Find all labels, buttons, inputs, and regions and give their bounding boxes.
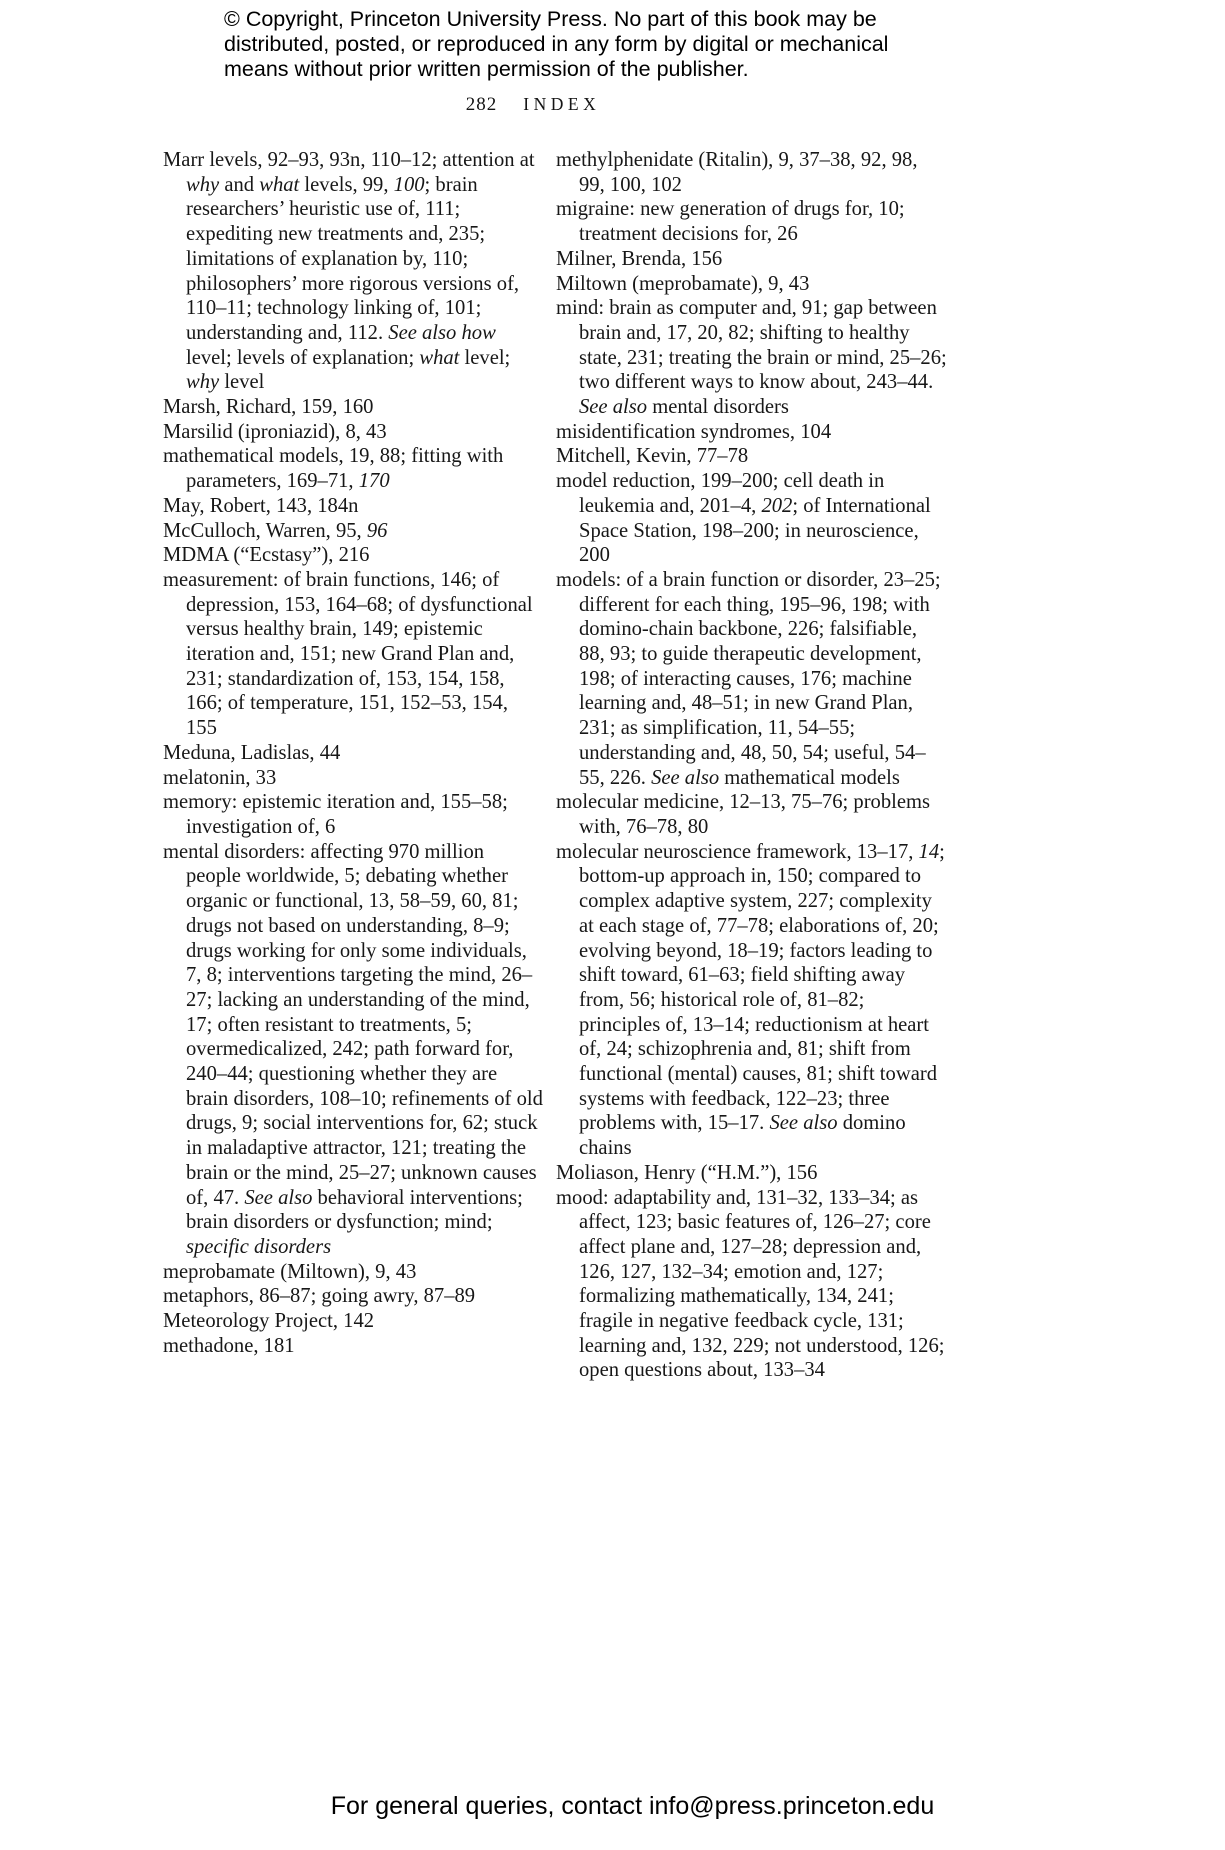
index-entry: Milner, Brenda, 156 — [556, 247, 723, 270]
index-entry: mathematical models, 19, 88; fitting with parameters, 169–71, 170 — [163, 445, 504, 493]
index-entry: mind: brain as computer and, 91; gap between brain and, 17, 20, 82; shifting to healthy state, 231; treating the brain or mind, 25–26; two different ways to know about, 243–44. See also mental disorders — [556, 297, 947, 419]
index-entry: molecular neuroscience framework, 13–17, 14; bottom-up approach in, 150; compared to complex adaptive system, 227; complexity at each stage of, 77–78; elaborations of, 20; evolving beyond, 18–19; factors leading to shift toward, 61–63; field shifting away from, 56; historical role of, 81–82; principles of, 13–14; reductionism at heart of, 24; schizophrenia and, 81; shift from functional (mental) causes, 81; shift toward systems with feedback, 122–23; three problems with, 15–17. See also domino chains — [556, 840, 945, 1160]
index-entry: Mitchell, Kevin, 77–78 — [556, 445, 749, 468]
index-entry: metaphors, 86–87; going awry, 87–89 — [163, 1285, 476, 1308]
index-entry: Moliason, Henry (“H.M.”), 156 — [556, 1161, 818, 1184]
index-entry: melatonin, 33 — [163, 766, 277, 789]
index-entry: Marsh, Richard, 159, 160 — [163, 396, 374, 419]
copyright-line: distributed, posted, or reproduced in any form by digital or mechanical — [224, 32, 889, 56]
index-entry: Meduna, Ladislas, 44 — [163, 741, 341, 764]
index-entry: memory: epistemic iteration and, 155–58; investigation of, 6 — [163, 791, 508, 838]
index-entry: May, Robert, 143, 184n — [163, 494, 359, 517]
copyright-notice — [224, 7, 888, 82]
index-entry: molecular medicine, 12–13, 75–76; problems with, 76–78, 80 — [556, 791, 931, 838]
index-entry: Marr levels, 92–93, 93n, 110–12; attention at why and what levels, 99, 100; brain researchers’ heuristic use of, 111; expediting new treatments and, 235; limitations of explanation by, 110; philosophers’ more rigorous versions of, 110–11; technology linking of, 101; understanding and, 112. See also how level; levels of explanation; what level; why level — [163, 149, 535, 394]
footer-contact: For general queries, contact info@press.princeton.edu — [330, 1792, 935, 1820]
copyright-line: © Copyright, Princeton University Press. No part of this book may be — [224, 7, 877, 31]
index-entry: MDMA (“Ecstasy”), 216 — [163, 544, 370, 567]
index-entry: methylphenidate (Ritalin), 9, 37–38, 92, 98, 99, 100, 102 — [556, 149, 918, 196]
page-number: 282 — [465, 94, 498, 115]
section-title: INDEX — [523, 94, 601, 114]
index-entry: methadone, 181 — [163, 1334, 295, 1357]
index-entry: Miltown (meprobamate), 9, 43 — [556, 272, 810, 295]
index-entry: measurement: of brain functions, 146; of depression, 153, 164–68; of dysfunctional versus healthy brain, 149; epistemic iteration and, 151; new Grand Plan and, 231; standardization of, 153, 154, 158, 166; of temperature, 151, 152–53, 154, 155 — [163, 568, 533, 740]
index-column-left — [163, 148, 544, 1383]
index-entry: meprobamate (Miltown), 9, 43 — [163, 1260, 417, 1283]
index-entry: misidentification syndromes, 104 — [556, 420, 832, 443]
index-entry: Marsilid (iproniazid), 8, 43 — [163, 420, 387, 443]
index-entry: McCulloch, Warren, 95, 96 — [163, 519, 388, 542]
index-entry: mood: adaptability and, 131–32, 133–34; as affect, 123; basic features of, 126–27; core affect plane and, 127–28; depression and, 126, 127, 132–34; emotion and, 127; formalizing mathematically, 134, 241; fragile in negative feedback cycle, 131; learning and, 132, 229; not understood, 126; open questions about, 133–34 — [556, 1186, 945, 1382]
running-head — [163, 94, 903, 116]
index-columns — [163, 148, 947, 1383]
copyright-line: means without prior written permission of the publisher. — [224, 57, 749, 81]
index-entry: mental disorders: affecting 970 million people worldwide, 5; debating whether organic or functional, 13, 58–59, 60, 81; drugs not based on understanding, 8–9; drugs working for only some individuals, 7, 8; interventions targeting the mind, 26–27; lacking an understanding of the mind, 17; often resistant to treatments, 5; overmedicalized, 242; path forward for, 240–44; questioning whether they are brain disorders, 108–10; refinements of old drugs, 9; social interventions for, 62; stuck in maladaptive attractor, 121; treating the brain or the mind, 25–27; unknown causes of, 47. See also behavioral interventions; brain disorders or dysfunction; mind; specific disorders — [163, 840, 543, 1258]
index-entry: models: of a brain function or disorder, 23–25; different for each thing, 195–96, 198; with domino-chain backbone, 226; falsifiable, 88, 93; to guide therapeutic development, 198; of interacting causes, 176; machine learning and, 48–51; in new Grand Plan, 231; as simplification, 11, 54–55; understanding and, 48, 50, 54; useful, 54–55, 226. See also mathematical models — [556, 568, 941, 789]
index-entry: Meteorology Project, 142 — [163, 1310, 375, 1333]
index-entry: migraine: new generation of drugs for, 10; treatment decisions for, 26 — [556, 198, 905, 246]
index-column-right — [556, 148, 947, 1383]
index-entry: model reduction, 199–200; cell death in leukemia and, 201–4, 202; of International Space Station, 198–200; in neuroscience, 200 — [556, 470, 931, 567]
